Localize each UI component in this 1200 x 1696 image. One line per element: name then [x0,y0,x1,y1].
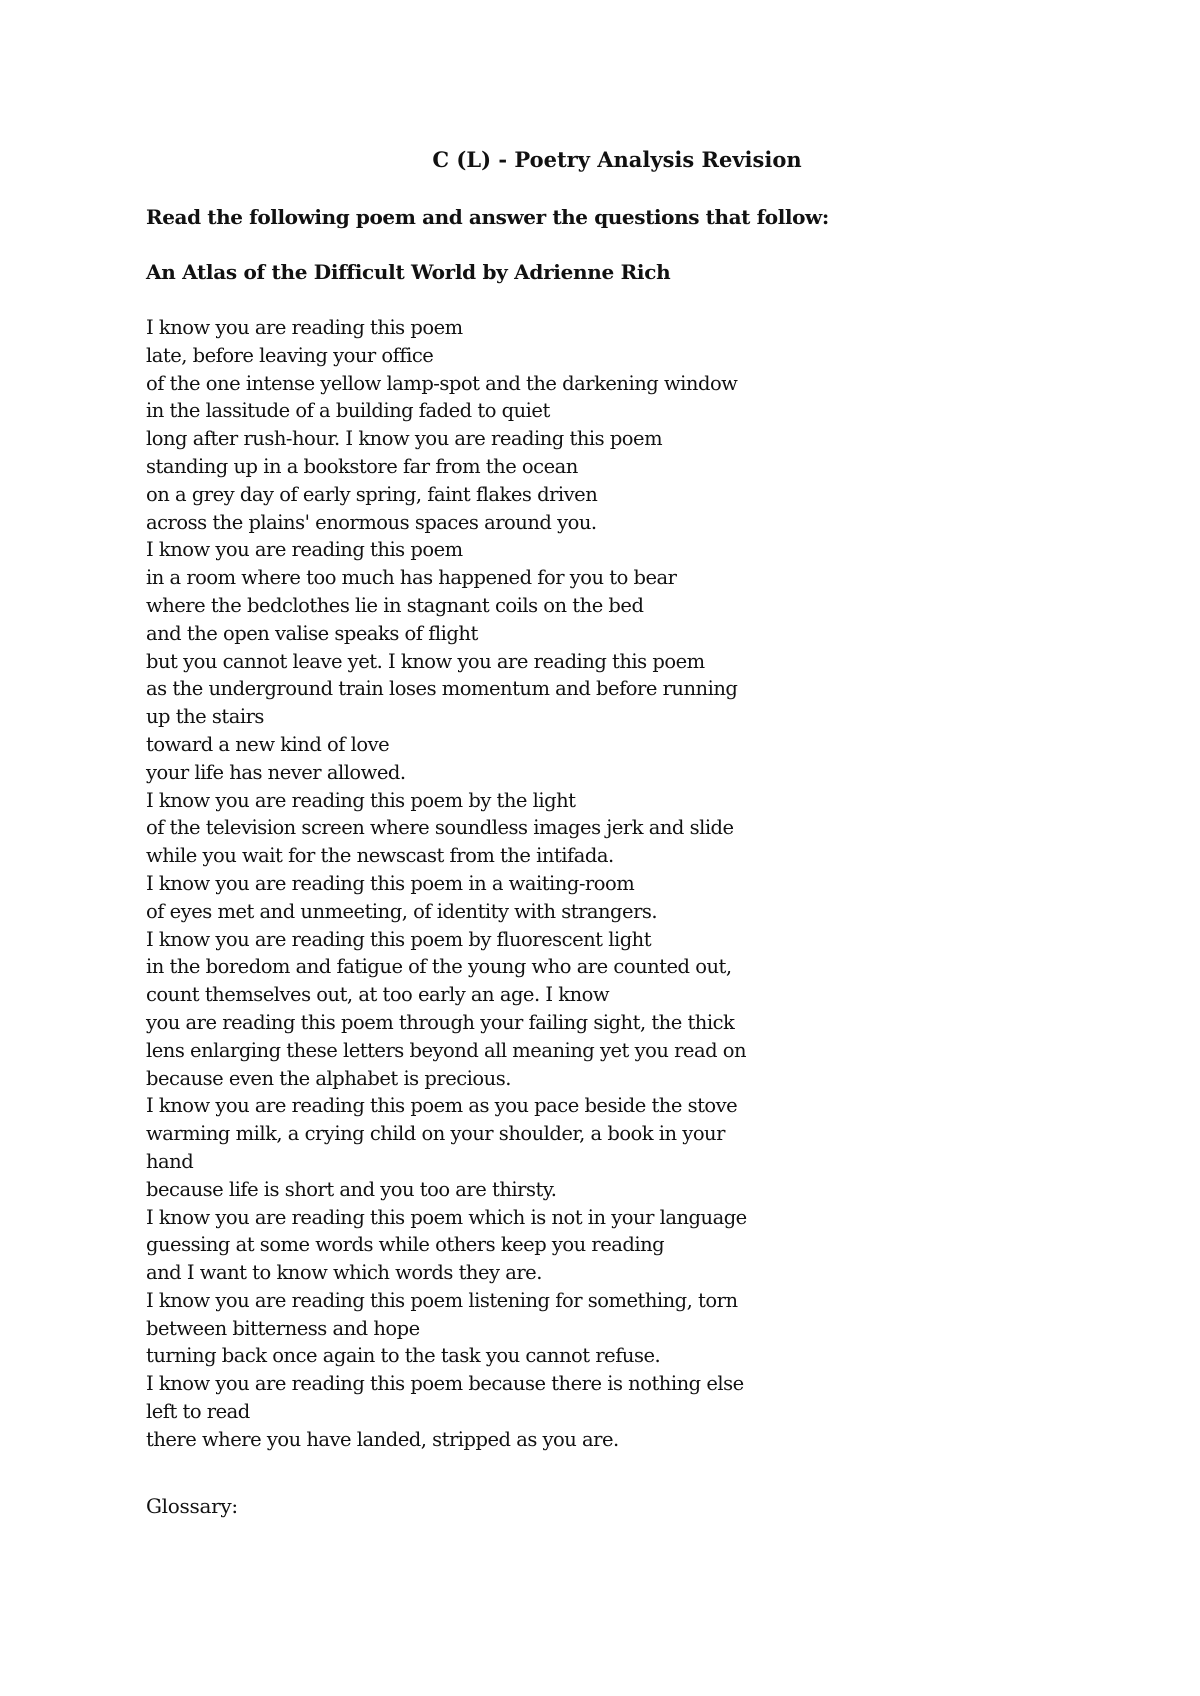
poem-line: guessing at some words while others keep you reading [146,1233,665,1257]
poem-line: in the lassitude of a building faded to quiet [146,399,550,423]
poem-line: and I want to know which words they are. [146,1261,542,1285]
poem-line: on a grey day of early spring, faint flakes driven [146,482,598,506]
poem-line: I know you are reading this poem in a waiting-room [146,871,635,895]
poem-line: there where you have landed, stripped as you are. [146,1427,619,1451]
poem-line: I know you are reading this poem because there is nothing else [146,1372,744,1396]
poem-line: count themselves out, at too early an age. I know [146,983,610,1007]
poem-line: in the boredom and fatigue of the young who are counted out, [146,955,732,979]
poem-line: left to read [146,1400,250,1424]
poem-line: I know you are reading this poem [146,316,463,339]
poem-line: I know you are reading this poem which is not in your language [146,1205,747,1229]
poem-line: because even the alphabet is precious. [146,1066,511,1090]
poem-line: turning back once again to the task you cannot refuse. [146,1344,661,1368]
poem-line: because life is short and you too are thirsty. [146,1177,557,1201]
poem-line: while you wait for the newscast from the intifada. [146,844,614,868]
poem-line: your life has never allowed. [146,760,406,784]
poem-line: across the plains' enormous spaces around you. [146,510,597,534]
poem-line: I know you are reading this poem listening for something, torn [146,1288,738,1312]
poem-line: of the television screen where soundless images jerk and slide [146,816,734,840]
poem-line: lens enlarging these letters beyond all meaning yet you read on [146,1038,747,1062]
poem-line: long after rush-hour. I know you are reading this poem [146,427,663,451]
poem-line: toward a new kind of love [146,732,390,756]
poem-line: between bitterness and hope [146,1316,420,1340]
poem-line: standing up in a bookstore far from the ocean [146,454,578,478]
poem-line: of eyes met and unmeeting, of identity with strangers. [146,899,658,923]
poem-line: I know you are reading this poem [146,538,463,562]
poem-line: up the stairs [146,705,264,729]
poem-line: I know you are reading this poem by the light [146,788,576,812]
poem-line: I know you are reading this poem as you pace beside the stove [146,1094,738,1118]
instruction-text: Read the following poem and answer the questions that follow: [146,205,829,229]
poem-line: you are reading this poem through your failing sight, the thick [146,1010,735,1034]
poem-line: warming milk, a crying child on your shoulder, a book in your [146,1122,725,1146]
poem-line: where the bedclothes lie in stagnant coils on the bed [146,593,644,617]
poem-line: as the underground train loses momentum and before running [146,677,738,701]
poem-heading: An Atlas of the Difficult World by Adrienne Rich [146,260,671,284]
poem-line: but you cannot leave yet. I know you are reading this poem [146,649,705,673]
poem-line: hand [146,1149,194,1173]
poem-line: in a room where too much has happened for you to bear [146,566,677,590]
poem-body [146,314,747,1454]
poem-line: and the open valise speaks of flight [146,621,478,645]
poem-line: late, before leaving your office [146,343,434,367]
poem-line: of the one intense yellow lamp-spot and the darkening window [146,371,738,395]
glossary-label: Glossary: [146,1494,238,1518]
poem-line: I know you are reading this poem by fluorescent light [146,927,652,951]
document-title: C (L) - Poetry Analysis Revision [432,147,802,172]
